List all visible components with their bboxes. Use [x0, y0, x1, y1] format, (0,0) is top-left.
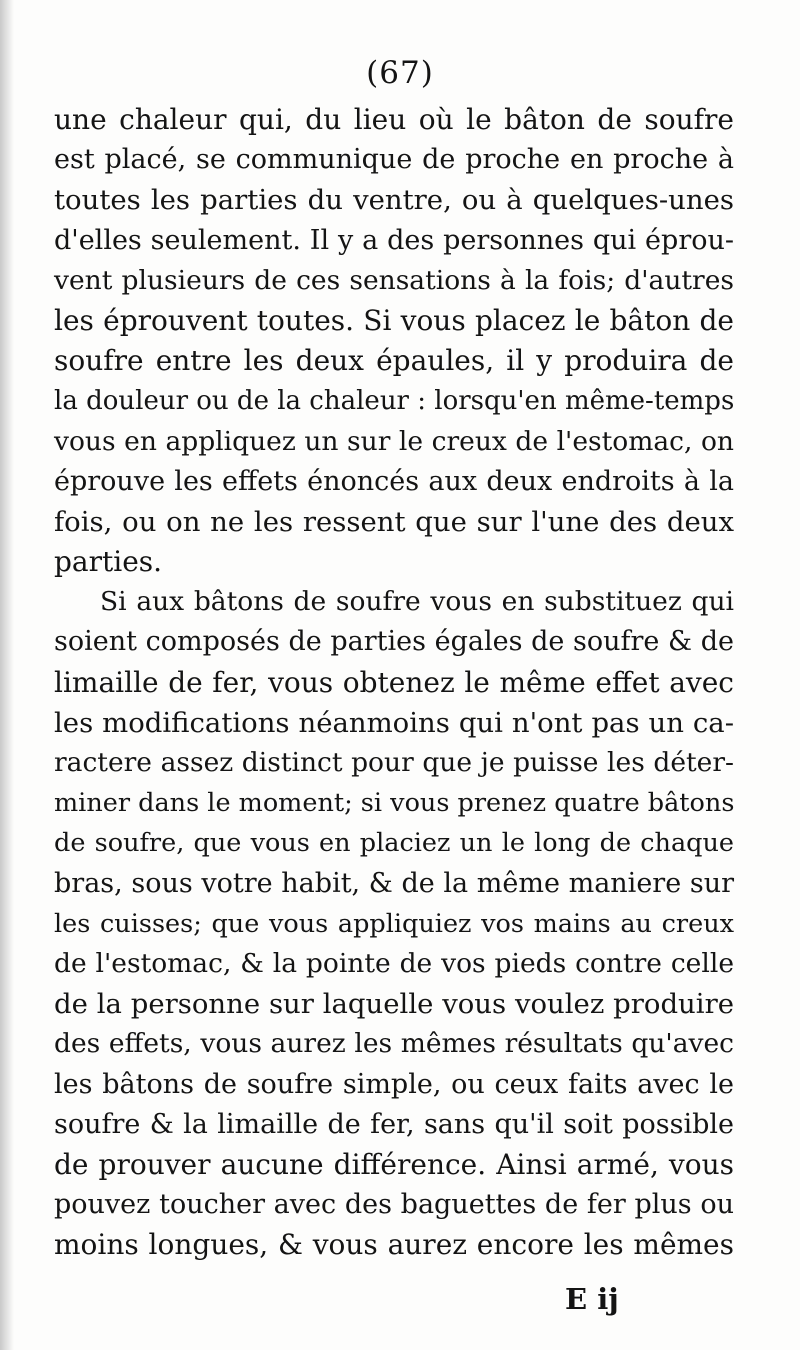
text-line: les cuisses; que vous appliquiez vos mains au creux: [54, 908, 734, 939]
text-line: pouvez toucher avec des baguettes de fer plus ou: [54, 1189, 734, 1221]
text-line: soufre entre les deux épaules, il y produira de: [54, 344, 734, 378]
paragraph-start-line: Si aux bâtons de soufre vous en substituez qui: [100, 586, 734, 618]
text-line: une chaleur qui, du lieu où le bâton de soufre: [54, 103, 734, 136]
text-line: de prouver aucune différence. Ainsi armé, vous: [54, 1147, 734, 1181]
text-line: les modifications néanmoins qui n'ont pas un ca-: [54, 706, 734, 739]
signature-mark: E ij: [565, 1282, 619, 1316]
text-line: les bâtons de soufre simple, ou ceux faits avec le: [54, 1068, 734, 1100]
text-line: vent plusieurs de ces sensations à la fois; d'autres: [54, 264, 734, 296]
text-line: toutes les parties du ventre, ou à quelques-unes: [54, 184, 734, 217]
text-line: les éprouvent toutes. Si vous placez le bâton de: [54, 303, 734, 337]
text-line: de l'estomac, & la pointe de vos pieds contre celle: [54, 947, 734, 979]
text-line: soient composés de parties égales de soufre & de: [54, 626, 734, 658]
text-line: miner dans le moment; si vous prenez quatre bâtons: [54, 788, 735, 819]
text-line: bras, sous votre habit, & de la même maniere sur: [54, 867, 734, 899]
text-line: vous en appliquez un sur le creux de l'estomac, on: [54, 425, 734, 457]
text-line: fois, ou on ne les ressent que sur l'une des deux: [54, 505, 734, 538]
page-number: (67): [366, 55, 434, 91]
page-edge-shadow: [0, 0, 14, 1350]
text-line: est placé, se communique de proche en proche à: [54, 144, 734, 176]
text-line: de la personne sur laquelle vous voulez produire: [54, 988, 734, 1021]
text-line: ractere assez distinct pour que je puisse les déter-: [54, 747, 734, 778]
text-line: limaille de fer, vous obtenez le même effet avec: [54, 665, 734, 699]
text-line: des effets, vous aurez les mêmes résultats qu'avec: [54, 1028, 734, 1060]
paragraph-end-line: parties.: [54, 545, 163, 579]
text-line: soufre & la limaille de fer, sans qu'il soit possible: [54, 1108, 734, 1140]
text-line: moins longues, & vous aurez encore les mêmes: [54, 1228, 734, 1262]
text-line: la douleur ou de la chaleur : lorsqu'en même-temps: [54, 386, 735, 417]
body-text: [54, 100, 734, 1265]
text-line: éprouve les effets énoncés aux deux endroits à la: [54, 465, 734, 497]
text-line: de soufre, que vous en placiez un le long de chaque: [54, 828, 734, 859]
text-line: d'elles seulement. Il y a des personnes qui éprou-: [54, 224, 734, 256]
